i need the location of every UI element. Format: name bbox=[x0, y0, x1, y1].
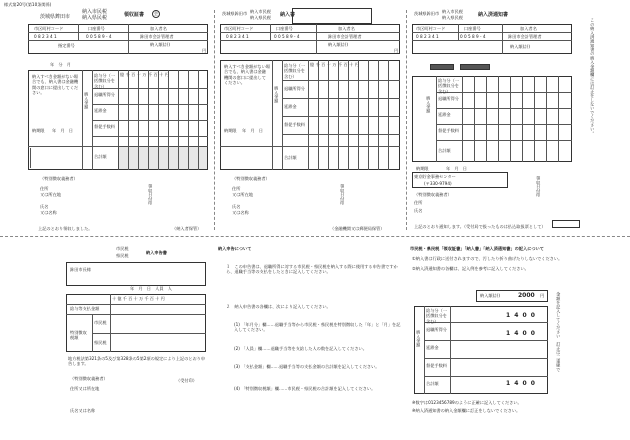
example-row-salary: 給与分（一括徴収分を含む） bbox=[426, 308, 447, 324]
report-title-2: 県民税 bbox=[116, 253, 129, 258]
example-item-1: ①納入書は行政に送付されますので、汚したり折り曲げたりしないでください。 bbox=[412, 256, 563, 261]
city-code-label-2: 市区町村コード bbox=[224, 26, 254, 31]
city-code-3: 0 8 2 3 4 1 bbox=[416, 34, 439, 39]
footer-bank-keep: （金融機関又は郵便局保管） bbox=[330, 226, 385, 231]
account-number: 0 0 5 8 9 - 4 bbox=[86, 34, 112, 39]
report-name: 氏名又は名称 bbox=[70, 408, 96, 413]
address-label-3: 住所 bbox=[414, 200, 423, 205]
dark-bar-1 bbox=[430, 64, 454, 70]
amount-label-3: 納入額(計) bbox=[510, 44, 531, 49]
total-shade bbox=[118, 146, 208, 170]
center-postal: (〒330-9794) bbox=[424, 181, 452, 186]
small-box bbox=[552, 220, 580, 228]
name-label-2c: 又は名称 bbox=[232, 210, 249, 215]
row-total-3: 合計額 bbox=[438, 148, 451, 153]
header-tax-2: 納入県民税 bbox=[82, 15, 108, 21]
instructions-title: 納入申告について bbox=[218, 246, 252, 251]
row-late-fee: 延滞金 bbox=[94, 108, 107, 113]
due-date-value: 年 月 日 bbox=[52, 128, 73, 133]
account-number-2: 0 0 5 8 9 - 4 bbox=[274, 34, 300, 39]
report-header-box bbox=[66, 262, 206, 286]
notification-title: 納入済通知書 bbox=[478, 12, 509, 18]
report-note: 地方税法第321条の5及び第328条の5第2項の規定により上記のとおり申告します。 bbox=[68, 356, 206, 367]
due-date-label-2: 納期限 bbox=[224, 128, 237, 133]
due-date-label: 納期限 bbox=[32, 128, 45, 133]
payer-label: 加入者名 bbox=[150, 26, 167, 31]
example-row-late-fee: 延滞金 bbox=[426, 345, 439, 350]
address-label: 住所 bbox=[40, 186, 49, 191]
obligor-label-2: （特別徴収義務者） bbox=[232, 176, 270, 181]
example-yen: 円 bbox=[540, 293, 545, 298]
obligor-label: （特別徴収義務者） bbox=[40, 176, 78, 181]
report-title: 納入申告書 bbox=[146, 250, 167, 255]
account-label: 口座番号 bbox=[88, 26, 105, 31]
city-code-label-3: 市区町村コード bbox=[416, 26, 446, 31]
digit-header: 億千百十万千百十円 bbox=[120, 72, 171, 77]
payment-slip-title: 納入書 bbox=[280, 12, 296, 18]
row-retirement: 退職所得分 bbox=[94, 92, 115, 97]
vertical-label-2: 納入金額 bbox=[274, 86, 280, 103]
header-tax-2b: 納入県民税 bbox=[250, 15, 271, 20]
account-label-2: 口座番号 bbox=[276, 26, 293, 31]
report-tax-label: 給与等支払金額 bbox=[70, 306, 100, 311]
example-title: 市民税・県民税「領収証書」「納入書」「納入済通知書」の記入について bbox=[410, 246, 544, 251]
example-item-2: ②納入済通知書の各欄は、記入例を参考に記入してください。 bbox=[412, 266, 529, 271]
notice-text: 納入すべき金額がない場合でも、納入書は金融機関の窓口に提出してください。 bbox=[32, 74, 79, 95]
payer-label-2: 加入者名 bbox=[338, 26, 355, 31]
report-date-row: 年 月 日 人員 人 bbox=[130, 286, 172, 291]
city-code-label: 市区町村コード bbox=[34, 26, 64, 31]
stamp-mark: 会 bbox=[154, 11, 158, 16]
payer-label-3: 加入者名 bbox=[520, 26, 537, 31]
form-code: 様式第20号(第10条関係) bbox=[4, 2, 52, 7]
example-side-note-1: 金額を記入してください bbox=[556, 292, 562, 339]
instruction-1: １ この申告書は、退職所得に対する市民税・県民税を納入する際に使用する申告書ですから、退職手当等の支払をしたときに記入してください。 bbox=[226, 264, 398, 275]
yen-unit: 円 bbox=[202, 48, 207, 53]
header-tax-3b: 納入県民税 bbox=[442, 15, 463, 20]
bank-use-box bbox=[292, 8, 372, 24]
account-number-3: 0 0 5 8 9 - 4 bbox=[460, 34, 486, 39]
payer-name: 鉾田市会計管理者 bbox=[140, 34, 174, 39]
example-row-retirement: 退職所得分 bbox=[426, 327, 447, 332]
due-date-label-3: 納期限 bbox=[416, 166, 429, 171]
row-salary: 給与分（一括徴収分を含む） bbox=[94, 73, 115, 89]
header-tax-1: 納入市民税 bbox=[82, 9, 108, 15]
row-salary-3: 給与分（一括徴収分を含む） bbox=[438, 78, 459, 94]
example-digits-row-1: 1 4 0 0 bbox=[506, 312, 536, 319]
name-label-2: 又は名称 bbox=[40, 210, 57, 215]
vertical-label: 納入金額 bbox=[84, 92, 90, 109]
instruction-4: (2) 「人員」欄……退職手当等を支給した人の数を記入してください。 bbox=[234, 346, 367, 351]
example-digits-total: 1 4 0 0 bbox=[506, 380, 536, 387]
yen-unit-2: 円 bbox=[394, 48, 399, 53]
city-code: 0 8 2 3 4 1 bbox=[34, 34, 57, 39]
report-addr-label: （特別徴収義務者） bbox=[70, 376, 108, 381]
example-amount: 2000 bbox=[518, 292, 535, 299]
report-addr: 住所又は所在地 bbox=[70, 386, 100, 391]
receipt-title: 領収証書 bbox=[124, 12, 145, 18]
instruction-6: (4) 「特別徴収税額」欄……市民税・県民税の合計額を記入してください。 bbox=[234, 386, 376, 391]
row-salary-2: 給与分（一括徴収分を含む） bbox=[284, 63, 305, 79]
receive-stamp-3: 領収日付印 bbox=[536, 176, 542, 197]
row-total-2: 合計額 bbox=[284, 155, 297, 160]
name-label-2b: 氏名 bbox=[232, 204, 241, 209]
report-row-city: 市民税 bbox=[94, 320, 107, 325]
city-code-2: 0 8 2 3 4 1 bbox=[226, 34, 249, 39]
payer-name-3: 鉾田市会計管理者 bbox=[508, 34, 542, 39]
example-vertical-label: 納入金額 bbox=[416, 330, 422, 347]
center-name: 東京貯金事務センター bbox=[414, 174, 456, 179]
report-row-pref: 県民税 bbox=[94, 340, 107, 345]
instruction-5: (3) 「支払金額」欄……退職手当等の支払金額の合計額を記入してください。 bbox=[234, 364, 380, 369]
instruction-3: (1) 「年月分」欄……退職手当等から市民税・県民税を特別徴収した「年」と「月」を記入してください。 bbox=[234, 322, 401, 333]
row-reminder-fee-2: 督促手数料 bbox=[284, 122, 305, 127]
header-city-3: 茨城県鉾田市 bbox=[414, 11, 440, 16]
vertical-label-3: 納入金額 bbox=[426, 96, 432, 113]
address-label-2c: 又は所在地 bbox=[232, 192, 253, 197]
address-label-2b: 住所 bbox=[232, 186, 241, 191]
receive-stamp: 領収日付印 bbox=[148, 184, 154, 205]
report-bank-label: 鉾田市長様 bbox=[70, 267, 91, 272]
example-digits-row-2: 1 4 0 0 bbox=[506, 330, 536, 337]
dark-bar-2 bbox=[460, 64, 490, 70]
report-table bbox=[66, 294, 206, 352]
header-tax-3a: 納入市民税 bbox=[442, 9, 463, 14]
header-tax-2a: 納入市民税 bbox=[250, 9, 271, 14]
row-retirement-2: 退職所得分 bbox=[284, 86, 305, 91]
example-row-total: 合計額 bbox=[426, 381, 439, 386]
header-city: 茨城県鉾田市 bbox=[40, 14, 71, 20]
header-city-2: 茨城県鉾田市 bbox=[222, 11, 248, 16]
row-retirement-3: 退職所得分 bbox=[438, 96, 459, 101]
row-late-fee-3: 延滞金 bbox=[438, 112, 451, 117]
receive-stamp-2: 領収日付印 bbox=[340, 184, 346, 205]
account-label-3: 口座番号 bbox=[464, 26, 481, 31]
row-total: 合計額 bbox=[94, 154, 107, 159]
footer-notify: 上記のとおり通知します。（受付局で扱ったものは払込取扱票として） bbox=[414, 224, 546, 229]
example-note-2: ※納入済通知書の納入金額欄に訂正をしないでください。 bbox=[412, 408, 521, 413]
footer-payer-keep: （納入者保管） bbox=[172, 226, 202, 231]
amount-label-2: 納入額(計) bbox=[328, 42, 349, 47]
footer-received: 上記のとおり領収しました。 bbox=[38, 226, 93, 231]
row-late-fee-2: 延滞金 bbox=[284, 104, 297, 109]
designation-label: 指定番号 bbox=[58, 43, 75, 48]
due-date-value-3: 年 月 日 bbox=[446, 166, 467, 171]
report-title-1: 市民税 bbox=[116, 246, 129, 251]
instruction-2: ２ 納入申告書の各欄は、次により記入してください。 bbox=[226, 304, 331, 309]
example-amount-label: 納入額(計) bbox=[480, 293, 501, 298]
example-note-1: ※数字は0123456789のように正確に記入してください。 bbox=[412, 400, 522, 405]
name-label: 氏名 bbox=[40, 204, 49, 209]
due-date-value-2: 年 月 日 bbox=[242, 128, 263, 133]
report-row-group: 特別徴収税額 bbox=[70, 330, 87, 341]
vertical-notice: この納入済通知書の納入金額欄には訂正をしないでください。 bbox=[590, 18, 596, 136]
address-label-2: 又は所在地 bbox=[40, 192, 61, 197]
row-reminder-fee-3: 督促手数料 bbox=[438, 128, 459, 133]
obligor-label-3: （特別徴収義務者） bbox=[414, 192, 452, 197]
payer-name-2: 鉾田市会計管理者 bbox=[328, 34, 362, 39]
year-month: 年 分 月 bbox=[50, 62, 71, 67]
amount-label: 納入額(計) bbox=[150, 42, 171, 47]
notice-text-2: 納入すべき金額がない場合でも、納入書は金融機関の窓口に提出してください。 bbox=[224, 64, 270, 85]
name-label-3: 氏名 bbox=[414, 208, 423, 213]
example-row-reminder-fee: 督促手数料 bbox=[426, 363, 447, 368]
row-reminder-fee: 督促手数料 bbox=[94, 124, 115, 129]
example-side-note-2: 訂正は二重線で bbox=[556, 342, 562, 372]
report-stamp: （受付印） bbox=[176, 378, 197, 383]
